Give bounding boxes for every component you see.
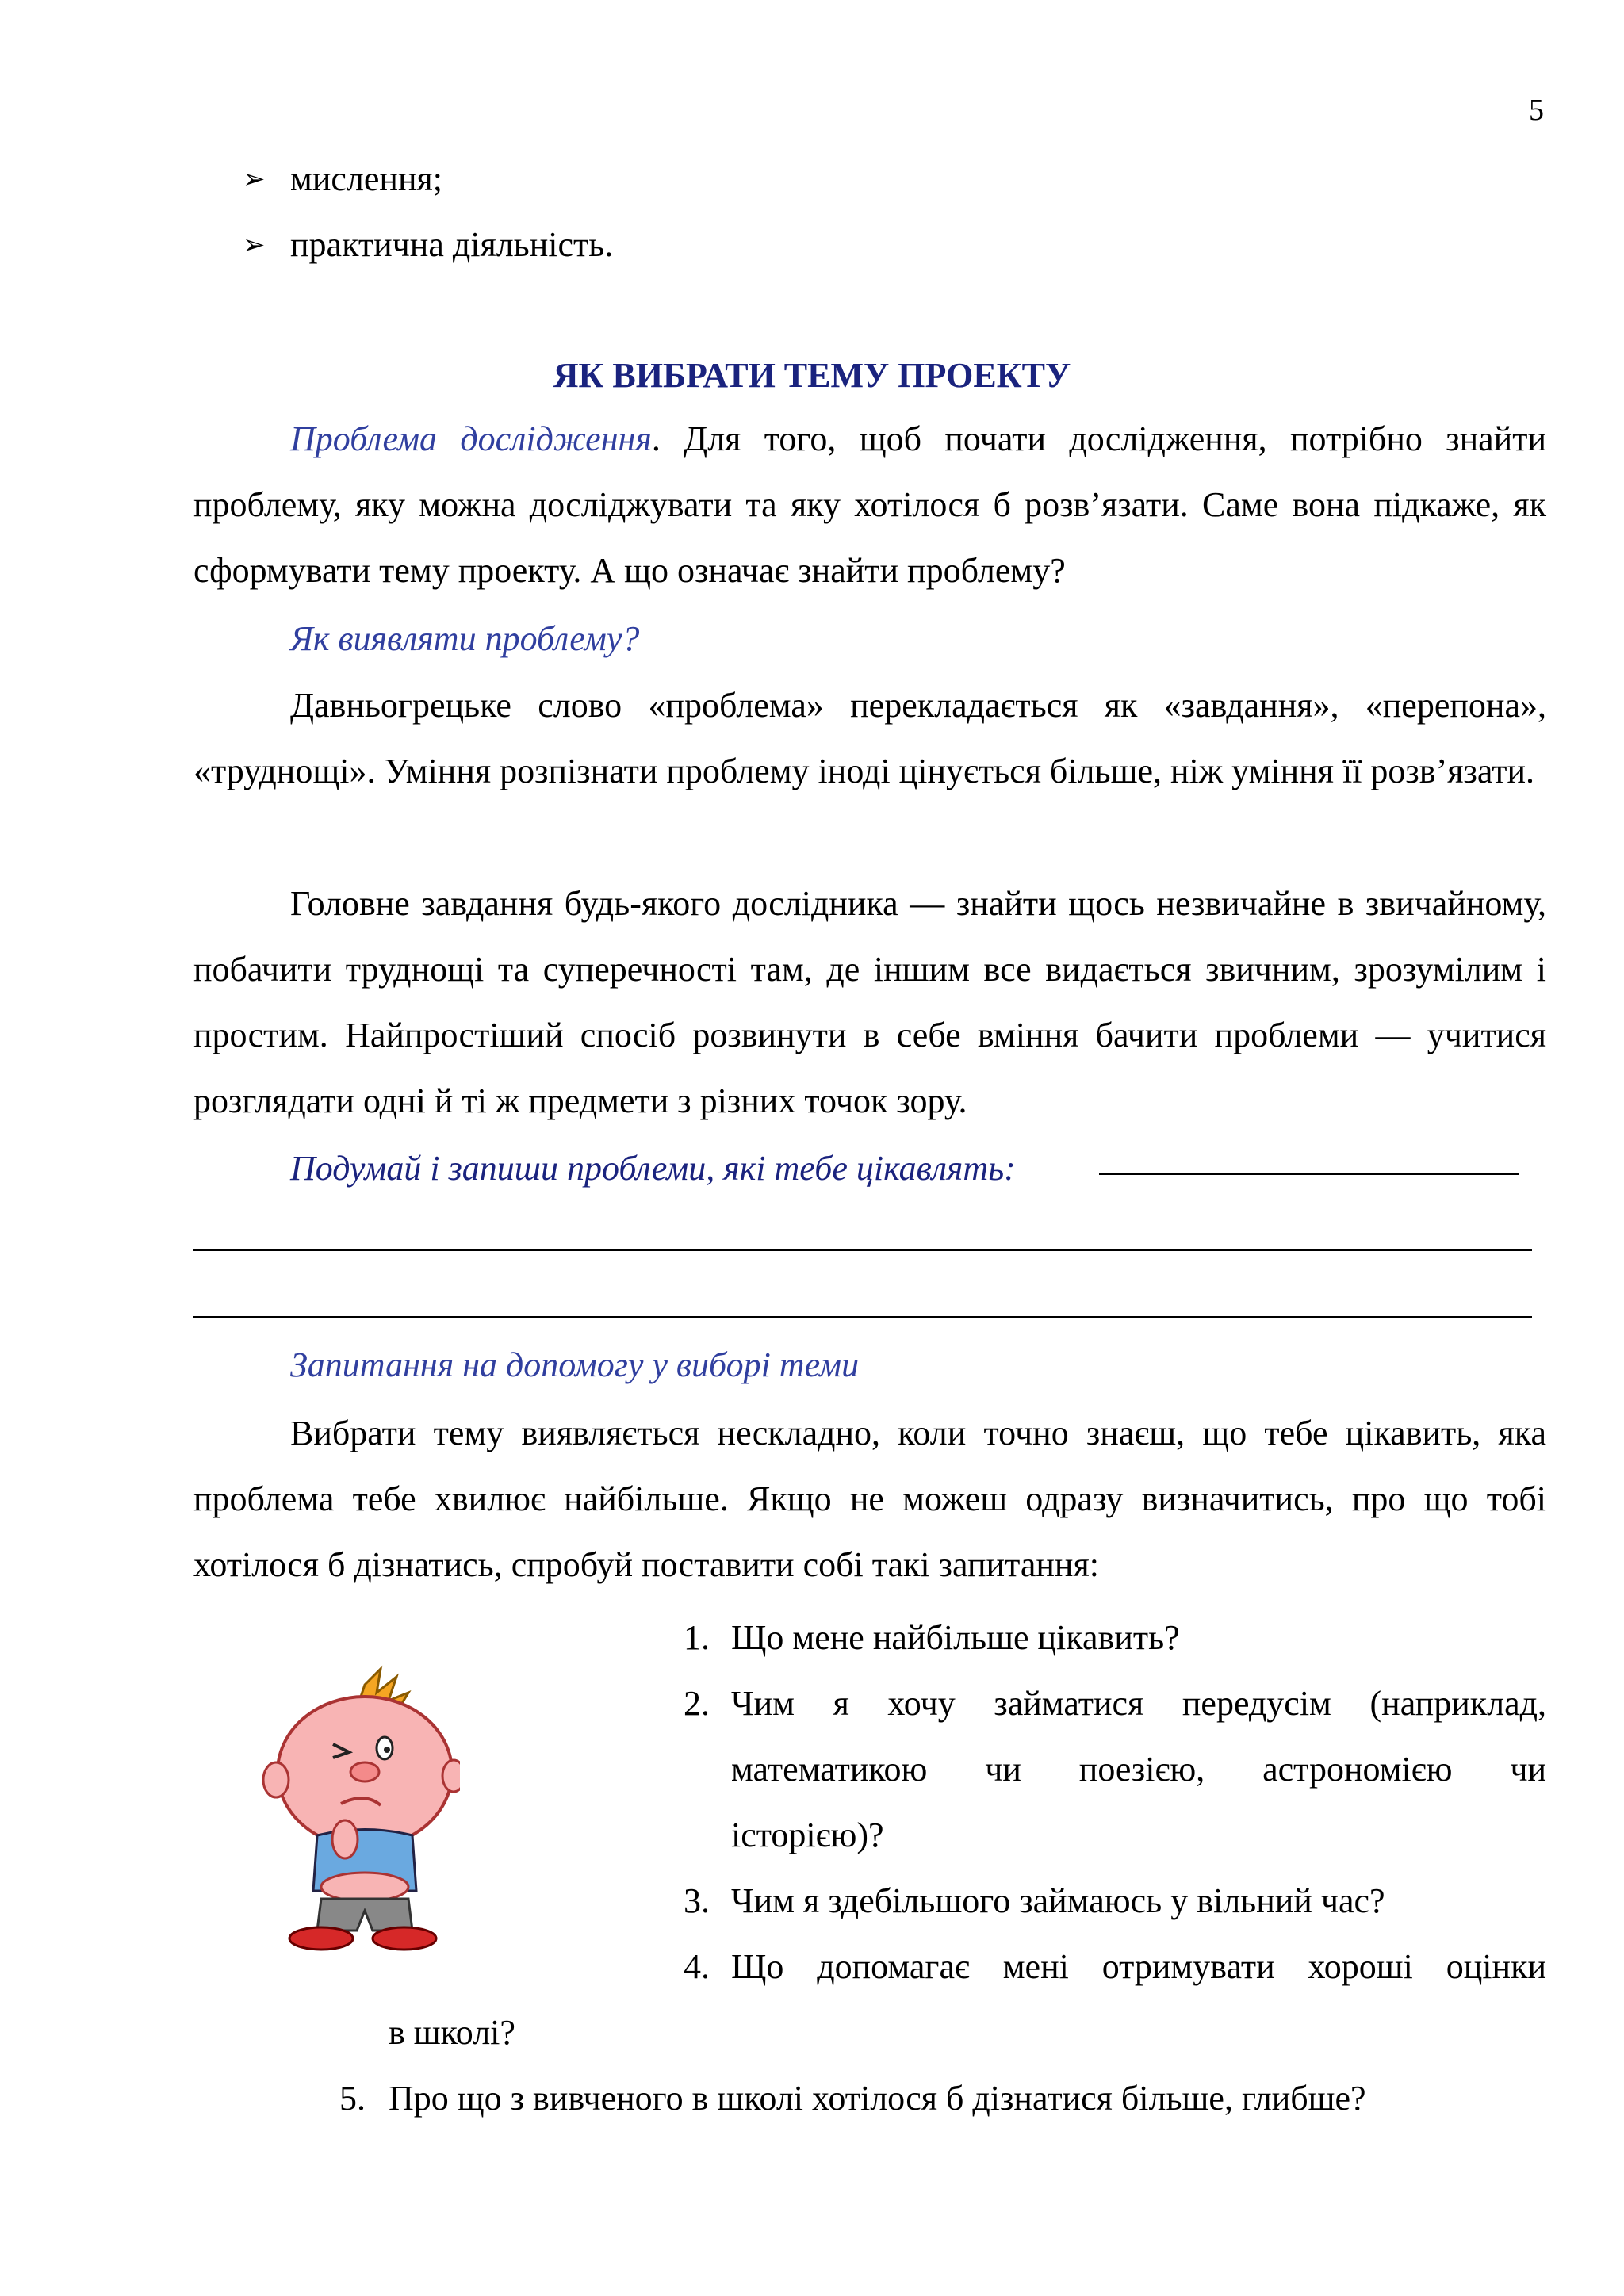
problem-text: . Для того, щоб почати дослідження, потрібно знайти проблему, яку можна досліджувати та яку хотілося б розв’язати. Саме вона підкаже, як сформувати тему проекту. А що означає знайти проблему? xyxy=(193,419,1546,590)
question-item: 1. Що мене найбільше цікавить? xyxy=(684,1618,1180,1657)
answer-blank-inline[interactable] xyxy=(1099,1173,1519,1175)
bullet-item xyxy=(243,155,613,221)
question-item: 3. Чим я здебільшого займаюсь у вільний час? xyxy=(684,1881,1385,1920)
section-heading: ЯК ВИБРАТИ ТЕМУ ПРОЕКТУ xyxy=(553,356,1071,395)
problem-term: Проблема дослідження xyxy=(290,419,652,458)
bullet-list xyxy=(243,155,613,287)
exercise-prompt: Подумай і запиши проблеми, які тебе цікавлять: xyxy=(290,1149,1016,1188)
question-item: 2. Чим я хочу займатися передусім (наприклад, математикою чи поезією, астрономією чи історією)? xyxy=(684,1684,1546,1854)
paragraph-researcher-task: Головне завдання будь-якого дослідника — знайти щось незвичайне в звичайному, побачити труднощі та суперечності там, де іншим все видається звичним, зрозумілим і простим. Найпростіший спосіб розвинути в себе вміння бачити проблеми — учитися розглядати одні й ті ж предмети з різних точок зору. xyxy=(193,884,1546,1120)
arrowhead-bullet-icon: ➢ xyxy=(243,229,266,261)
page-number: 5 xyxy=(1529,94,1544,127)
question-item-continuation: в школі? xyxy=(389,2013,515,2052)
paragraph-problem-definition: Давньогрецьке слово «проблема» перекладається як «завдання», «перепона», «труднощі». Уміння розпізнати проблему іноді цінується більше, ніж уміння її розв’язати. xyxy=(193,686,1546,790)
subheading-how-to-find: Як виявляти проблему? xyxy=(290,619,640,658)
bullet-text: мислення; xyxy=(290,159,442,198)
question-item: 4. Що допомагає мені отримувати хороші оцінки xyxy=(684,1947,1546,1986)
subheading-questions: Запитання на допомогу у виборі теми xyxy=(290,1345,860,1384)
arrowhead-bullet-icon: ➢ xyxy=(243,163,266,195)
questions-intro: Вибрати тему виявляється нескладно, коли точно знаєш, що тебе цікавить, яка проблема тебе хвилює найбільше. Якщо не можеш одразу визначитись, про що тобі хотілося б дізнатись, спробуй поставити собі такі запитання: xyxy=(193,1414,1546,1584)
answer-blank-line[interactable] xyxy=(193,1316,1532,1318)
problem-paragraph xyxy=(193,406,1546,603)
bullet-item xyxy=(243,221,613,287)
thinking-boy-cartoon xyxy=(246,1661,460,1954)
question-item: 5. Про що з вивченого в школі хотілося б дізнатися більше, глибше? xyxy=(339,2079,1366,2118)
bullet-text: практична діяльність. xyxy=(290,225,614,264)
answer-blank-line[interactable] xyxy=(193,1249,1532,1251)
